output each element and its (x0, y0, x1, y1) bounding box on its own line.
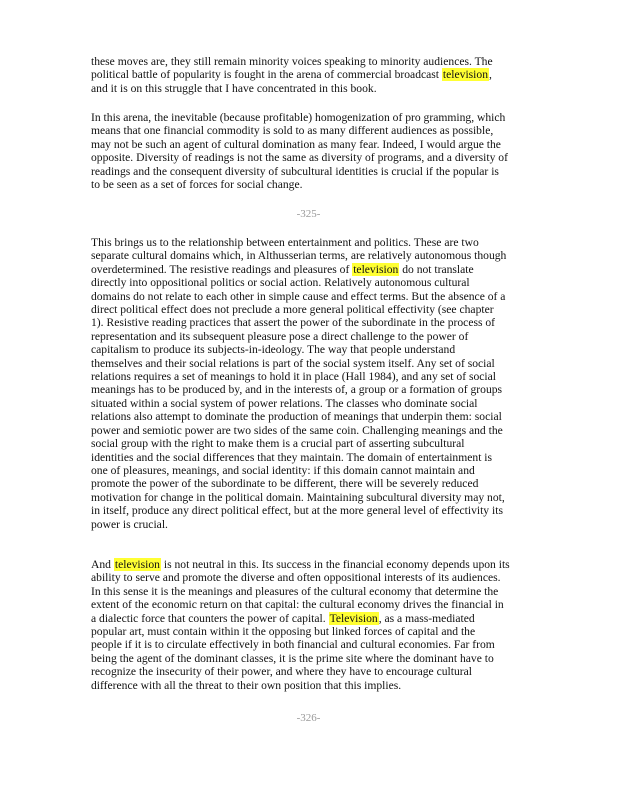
text-line (91, 343, 541, 356)
text-run: , (489, 68, 492, 82)
text-line (91, 397, 541, 410)
text-line (91, 82, 541, 95)
text-line (91, 558, 541, 571)
text-line (91, 679, 541, 692)
text-line (91, 290, 541, 303)
text-run: political battle of popularity is fought in the arena of commercial broadcast (91, 68, 442, 82)
text-run: recognize the insecurity of their power, and where they have to encourage cultural (91, 665, 472, 679)
text-run: motivation for change in the political domain. Maintaining subcultural diversity may not, (91, 490, 505, 504)
text-run: direct political effect does not preclude a more general political effectivity (see chapter (91, 303, 494, 317)
paragraph (91, 111, 541, 191)
text-run: themselves and their social relations is part of the social system itself. Any set of social (91, 356, 495, 370)
text-line (91, 477, 541, 490)
text-run: power and semiotic power are two sides of the same coin. Challenging meanings and the (91, 423, 503, 437)
text-run: a dialectic force that counters the power of capital. (91, 611, 329, 625)
text-run: situated within a social system of power relations. The classes who dominate social (91, 396, 478, 410)
text-line (91, 303, 541, 316)
text-run: social group with the right to make them is a crucial part of asserting subcultural (91, 437, 465, 451)
text-line (91, 518, 541, 531)
text-run: being the agent of the dominant classes, it is the prime site where the dominant have to (91, 651, 494, 665)
text-run: meanings has to be produced by, and in the interests of, a group or a formation of groups (91, 383, 503, 397)
text-line (91, 598, 541, 611)
text-line (91, 464, 541, 477)
text-run: means that one financial commodity is sold to as many different audiences as possible, (91, 124, 494, 138)
text-run: may not be such an agent of cultural domination as many fear. Indeed, I would argue the (91, 137, 501, 151)
text-line (91, 165, 541, 178)
text-line (91, 236, 541, 249)
text-run: separate cultural domains which, in Althusserian terms, are relatively autonomous though (91, 249, 507, 263)
text-line (91, 68, 541, 81)
text-line (91, 504, 541, 517)
text-run: relations requires a set of meanings to hold it in place (Hall 1984), and any set of social (91, 370, 497, 384)
text-run: readings and the consequent diversity of subcultural identities is crucial if the popular is (91, 164, 499, 178)
text-line (91, 263, 541, 276)
paragraph (91, 558, 541, 692)
text-run: people if it is to circulate effectively in both financial and cultural economies. Far from (91, 638, 495, 652)
text-run: promote the power of the subordinate to be different, there will be severely reduced (91, 477, 479, 491)
paragraph (91, 236, 541, 531)
text-line (91, 316, 541, 329)
text-run: 1). Resistive reading practices that assert the power of the subordinate in the process of (91, 316, 496, 330)
text-run: This brings us to the relationship between entertainment and politics. These are two (91, 236, 479, 249)
text-line (91, 330, 541, 343)
text-run: directly into oppositional politics or social action. Relatively autonomous cultural (91, 276, 470, 290)
text-run: extent of the economic return on that capital: the cultural economy drives the financial in (91, 598, 504, 612)
text-line (91, 625, 541, 638)
text-run: , as a mass-mediated (378, 611, 475, 625)
text-run: domains do not relate to each other in simple cause and effect terms. But the absence of a (91, 289, 506, 303)
text-line (91, 124, 541, 137)
text-line (91, 370, 541, 383)
page-number: -326- (296, 712, 321, 724)
text-run: representation and its subsequent pleasure pose a direct challenge to the power of (91, 329, 469, 343)
text-run: and it is on this struggle that I have concentrated in this book. (91, 81, 377, 95)
text-line (91, 451, 541, 464)
text-run: in itself, produce any direct political effect, but at the more general level of effectivity its (91, 504, 503, 518)
text-line (91, 437, 541, 450)
text-run: capitalism to produce its subjects-in-ideology. The way that people understand (91, 343, 456, 357)
text-line (91, 178, 541, 191)
text-line (91, 357, 541, 370)
text-line (91, 111, 541, 124)
text-run: In this arena, the inevitable (because profitable) homogenization of pro gramming, which (91, 111, 506, 124)
text-run: popular art, must contain within it the opposing but linked forces of capital and the (91, 625, 476, 639)
text-run: ability to serve and promote the diverse and often oppositional interests of its audiences. (91, 571, 501, 585)
text-line (91, 424, 541, 437)
text-line (91, 249, 541, 262)
text-run: identities and the social differences that they maintain. The domain of entertainment is (91, 450, 493, 464)
text-run: opposite. Diversity of readings is not the same as diversity of programs, and a diversity of (91, 151, 508, 165)
text-line (91, 410, 541, 423)
text-run: is not neutral in this. Its success in the financial economy depends upon its (160, 558, 510, 571)
highlighted-term: Television (329, 611, 378, 625)
text-line (91, 151, 541, 164)
text-line (91, 612, 541, 625)
text-run: overdetermined. The resistive readings and pleasures of (91, 262, 353, 276)
text-line (91, 665, 541, 678)
text-line (91, 276, 541, 289)
text-run: these moves are, they still remain minority voices speaking to minority audiences. The (91, 55, 493, 68)
page-number: -325- (296, 208, 321, 220)
text-run: difference with all the threat to their own position that this implies. (91, 678, 402, 692)
highlighted-term: television (442, 68, 489, 82)
text-run: power is crucial. (91, 517, 168, 531)
text-run: And (91, 558, 114, 571)
text-run: one of pleasures, meanings, and social identity: if this domain cannot maintain and (91, 463, 475, 477)
text-run: relations also attempt to dominate the production of meanings that underpin them: social (91, 410, 502, 424)
highlighted-term: television (353, 262, 399, 276)
text-run: to be seen as a set of forces for social change. (91, 178, 303, 192)
text-line (91, 652, 541, 665)
text-line (91, 138, 541, 151)
text-run: In this sense it is the meanings and pleasures of the cultural economy that determine the (91, 584, 499, 598)
highlighted-term: television (114, 558, 160, 571)
text-line (91, 571, 541, 584)
text-line (91, 585, 541, 598)
text-run: do not translate (399, 262, 474, 276)
paragraph (91, 55, 541, 95)
text-line (91, 491, 541, 504)
text-line (91, 55, 541, 68)
text-line (91, 383, 541, 396)
text-line (91, 638, 541, 651)
